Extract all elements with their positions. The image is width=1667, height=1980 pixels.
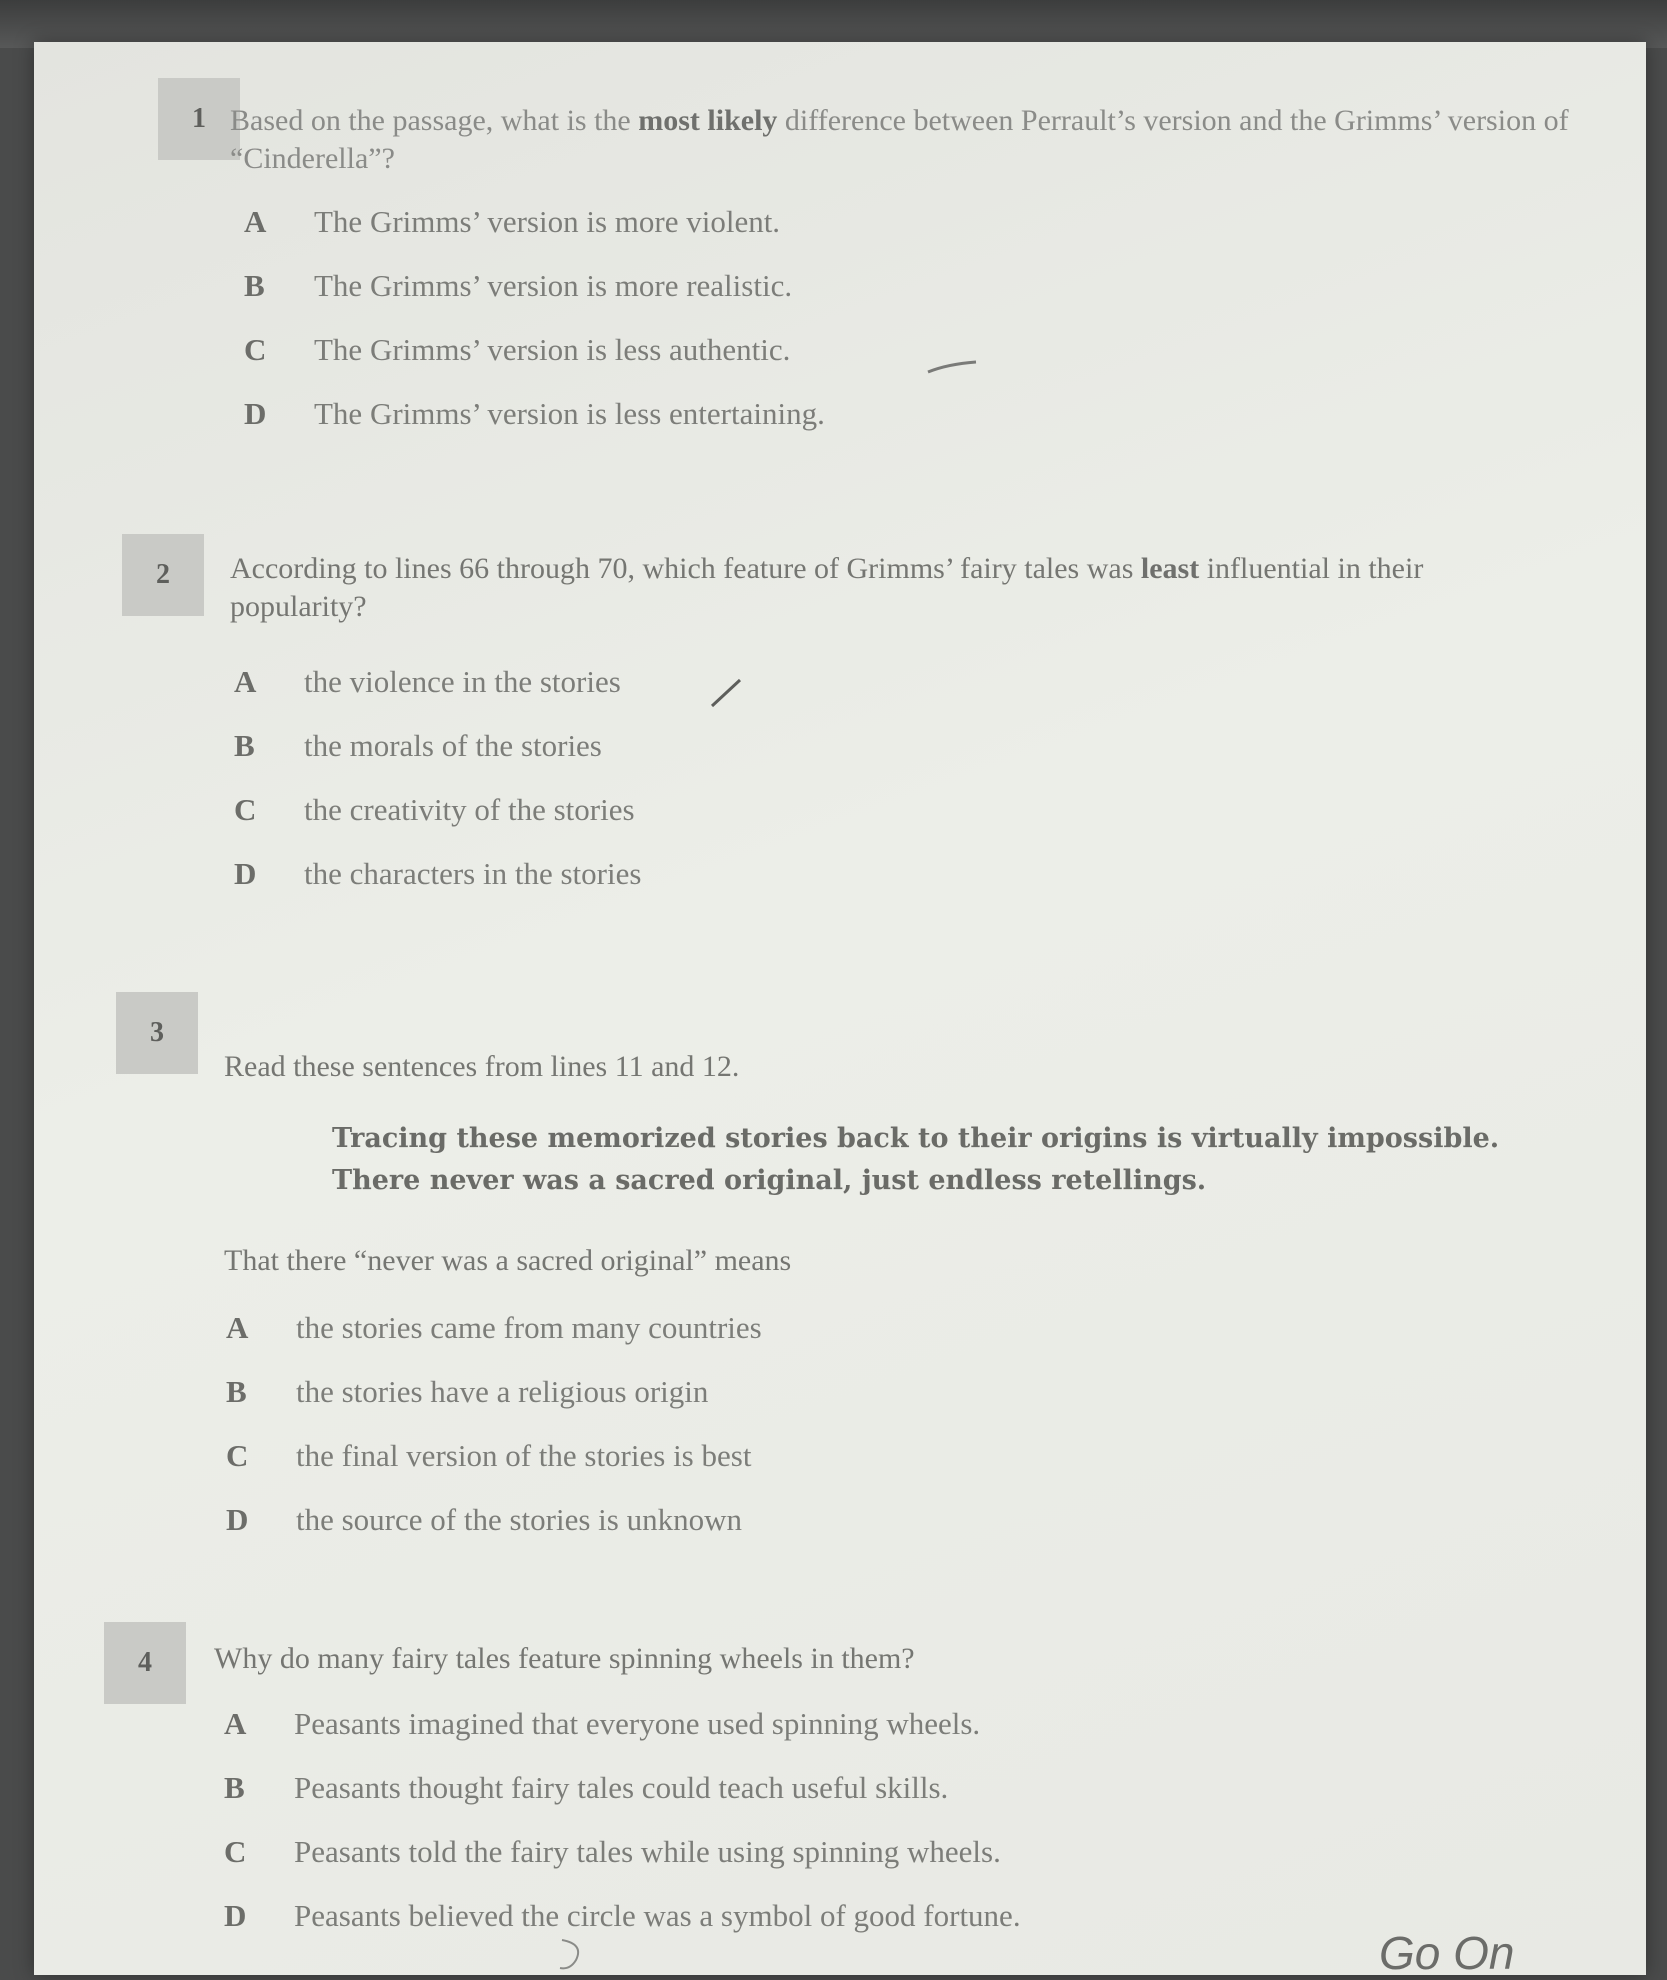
answer-option-d[interactable] [226,1502,742,1538]
question-stem [224,1048,1564,1086]
option-text: the source of the stories is unknown [296,1502,742,1537]
answer-option-a[interactable] [226,1310,762,1346]
answer-option-b[interactable] [244,268,792,304]
option-text: the violence in the stories [304,664,621,699]
option-text: Peasants thought fairy tales could teach useful skills. [294,1770,949,1805]
question-number-box [104,1622,186,1704]
pencil-mark [924,358,984,378]
test-page [34,42,1646,1979]
answer-option-b[interactable] [234,728,602,764]
option-text: The Grimms’ version is more realistic. [314,268,793,303]
option-text: Peasants believed the circle was a symbol of good fortune. [294,1898,1021,1933]
option-text: The Grimms’ version is more violent. [314,204,781,239]
option-text: the final version of the stories is best [296,1438,752,1473]
quoted-sentence-2: There never was a sacred original, just endless retellings. [332,1165,1207,1196]
option-letter: C [244,332,267,367]
answer-option-a[interactable] [244,204,780,240]
option-letter: A [234,664,257,699]
option-letter: A [226,1310,249,1345]
question-number: 4 [138,1647,152,1678]
answer-option-b[interactable] [226,1374,708,1410]
question-number: 2 [156,559,170,590]
quoted-sentence-1: Tracing these memorized stories back to their origins is virtually impossible. [332,1123,1500,1154]
answer-option-b[interactable] [224,1770,948,1806]
option-letter: D [234,856,257,891]
option-text: the stories have a religious origin [296,1374,709,1409]
stem-text: Read these sentences from lines 11 and 12. [224,1050,740,1083]
stem-text: According to lines 66 through 70, which feature of Grimms’ fairy tales was [230,552,1141,585]
prompt-text: That there “never was a sacred original” means [224,1244,792,1277]
stem-text: influential in their popularity? [230,552,1424,623]
checkmark-pencil-mark [706,672,746,712]
answer-option-c[interactable] [244,332,790,368]
option-text: the stories came from many countries [296,1310,762,1345]
option-text: Peasants told the fairy tales while using spinning wheels. [294,1834,1001,1869]
option-text: The Grimms’ version is less entertaining. [314,396,825,431]
answer-option-d[interactable] [224,1898,1021,1934]
question-number-box [158,78,240,160]
answer-option-c[interactable] [224,1834,1001,1870]
option-letter: C [224,1834,247,1869]
option-letter: C [234,792,257,827]
stem-emphasis: least [1140,552,1200,585]
option-text: the characters in the stories [304,856,642,891]
stem-text: difference between Perrault’s version and the Grimms’ version of “Cinderella”? [230,104,1569,175]
option-letter: A [224,1706,247,1741]
answer-option-c[interactable] [226,1438,751,1474]
option-letter: B [244,268,265,303]
question-number: 1 [192,103,206,134]
stem-text: Why do many fairy tales feature spinning wheels in them? [214,1642,915,1675]
question-number: 3 [150,1017,164,1048]
question-number-box [122,534,204,616]
question-stem [230,550,1510,626]
question-stem [230,102,1620,178]
option-text: The Grimms’ version is less authentic. [314,332,791,367]
option-letter: B [234,728,255,763]
question-stem [214,1640,1554,1678]
question-number-box [116,992,198,1074]
option-letter: C [226,1438,249,1473]
option-text: the morals of the stories [304,728,602,763]
option-letter: B [224,1770,245,1805]
option-letter: D [244,396,267,431]
option-letter: A [244,204,267,239]
stem-emphasis: most likely [638,104,778,137]
answer-option-a[interactable] [224,1706,980,1742]
question-prompt [224,1242,1564,1280]
go-on-label: Go On [1379,1927,1515,1979]
option-letter: B [226,1374,247,1409]
answer-option-d[interactable] [234,856,641,892]
option-letter: D [226,1502,249,1537]
answer-option-a[interactable] [234,664,621,700]
pencil-mark [554,1930,594,1975]
option-text: the creativity of the stories [304,792,635,827]
answer-option-d[interactable] [244,396,825,432]
option-text: Peasants imagined that everyone used spinning wheels. [294,1706,981,1741]
stem-text: Based on the passage, what is the [230,104,639,137]
background-top-band [0,0,1667,48]
answer-option-c[interactable] [234,792,635,828]
option-letter: D [224,1898,247,1933]
